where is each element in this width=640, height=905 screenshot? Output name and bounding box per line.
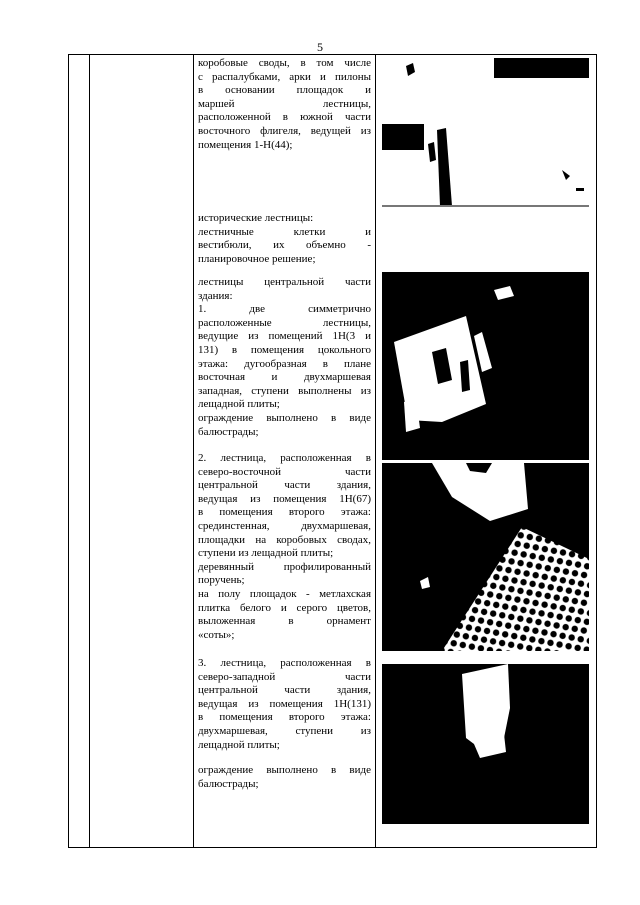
text-line: 3. лестница, расположенная в — [198, 657, 371, 669]
text-line: западная, ступени выполнены из — [198, 384, 371, 397]
text-line: срединстенная, двухмаршевая, — [198, 519, 371, 532]
text-line: лещадной плиты; — [198, 738, 280, 751]
column-divider — [193, 55, 194, 847]
text-line: 131) в помещения цокольного — [198, 343, 371, 356]
text-line: «соты»; — [198, 628, 235, 641]
text-block-stairs-1 — [198, 276, 371, 439]
text-line: ограждение выполнено в виде — [198, 411, 371, 424]
text-line: маршей лестницы, — [198, 97, 371, 110]
text-line: лестницы центральной части — [198, 276, 371, 288]
text-block-vaults — [198, 57, 371, 152]
text-line: ступени из лещадной плиты; — [198, 547, 334, 560]
text-line: ведущая из помещения 1Н(131) — [198, 697, 371, 710]
text-line: плитка белого и серого цветов, — [198, 601, 371, 614]
text-line: восточная и двухмаршевая — [198, 371, 371, 384]
text-line: в помещения второго этажа: — [198, 506, 371, 519]
text-line: исторические лестницы: — [198, 212, 314, 224]
text-block-balustrade — [198, 764, 371, 791]
text-line: центральной части здания, — [198, 479, 371, 492]
text-line: восточного флигеля, ведущей из — [198, 124, 371, 137]
text-block-stairs-2 — [198, 452, 371, 642]
column-divider — [89, 55, 90, 847]
text-line: расположенной в южной части — [198, 111, 371, 124]
text-line: балюстрады; — [198, 777, 259, 790]
text-line: 1. две симметрично — [198, 303, 371, 316]
text-line: этажа: дугообразная в плане — [198, 357, 371, 370]
text-block-historic-stairs — [198, 212, 371, 266]
text-line: лестничные клетки и — [198, 225, 371, 238]
text-line: здания: — [198, 289, 233, 302]
photo-stairs-3 — [382, 664, 589, 824]
text-line: расположенные лестницы, — [198, 316, 371, 329]
photo-vaults-image — [382, 58, 589, 208]
text-line: выложенная в орнамент — [198, 615, 371, 628]
text-line: центральной части здания, — [198, 684, 371, 697]
text-line: на полу площадок - метлахская — [198, 587, 371, 600]
text-line: балюстрады; — [198, 425, 259, 438]
photo-vaults — [382, 58, 589, 208]
text-block-stairs-3 — [198, 657, 371, 752]
text-line: деревянный профилированный — [198, 560, 371, 573]
text-line: ведущие из помещений 1Н(3 и — [198, 330, 371, 343]
text-line: северо-восточной части — [198, 465, 371, 478]
text-line: лещадной плиты; — [198, 398, 280, 411]
text-line: двухмаршевая, ступени из — [198, 724, 371, 737]
text-line: в помещения второго этажа: — [198, 711, 371, 724]
text-line: коробовые своды, в том числе — [198, 57, 371, 69]
text-line: планировочное решение; — [198, 252, 316, 265]
text-line: ведущая из помещения 1Н(67) — [198, 492, 371, 505]
text-line: вестибюли, их объемно - — [198, 239, 371, 252]
text-line: помещения 1-Н(44); — [198, 138, 293, 151]
page-number: 5 — [317, 40, 323, 54]
text-line: ограждение выполнено в виде — [198, 764, 371, 776]
photo-stairs-3-image — [382, 664, 589, 824]
text-line: 2. лестница, расположенная в — [198, 452, 371, 464]
text-line: северо-западной части — [198, 670, 371, 683]
text-line: поручень; — [198, 574, 245, 587]
photo-stairs-2-image — [382, 463, 589, 651]
text-line: с распалубками, арки и пилоны — [198, 70, 371, 83]
photo-stairs-1 — [382, 272, 589, 460]
photo-stairs-1-image — [382, 272, 589, 460]
photo-stairs-2 — [382, 463, 589, 651]
text-line: площадки на коробовых сводах, — [198, 533, 371, 546]
column-divider — [375, 55, 376, 847]
text-line: в основании площадок и — [198, 84, 371, 97]
